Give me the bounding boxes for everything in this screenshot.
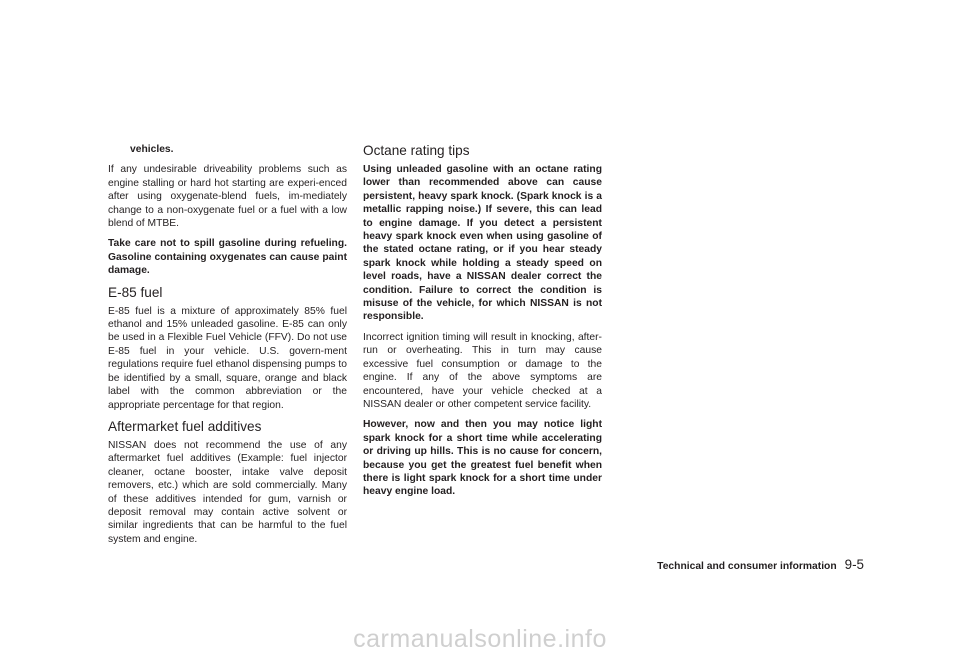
page-number: 9-5 (844, 557, 864, 572)
right-column (363, 143, 602, 506)
spark-knock-caution: Using unleaded gasoline with an octane rating lower than recommended above can cause persistent, heavy spark knock. (Spark knock is a metallic rapping noise.) If severe, this can lead to engine damage. If you detect a persistent heavy spark knock even when using gasoline of the stated octane rating, or if you hear steady spark knock while holding a steady speed on level roads, have a NISSAN dealer correct the condition. Failure to correct the condition is misuse of the vehicle, for which NISSAN is not responsible. (363, 164, 602, 323)
ignition-timing-paragraph: Incorrect ignition timing will result in knocking, after-run or overheating. This in turn may cause excessive fuel consumption or damage to the engine. If any of the above symptoms are encountered, have your vehicle checked at a NISSAN dealer or other competent service facility. (363, 331, 602, 410)
driveability-paragraph: If any undesirable driveability problems such as engine stalling or hard hot starting are experi-enced after using oxygenate-blend fuels, im-mediately change to a non-oxygenate fuel or a fuel with a low blend of MTBE. (108, 164, 347, 230)
page-footer (657, 558, 864, 574)
additives-heading: Aftermarket fuel additives (108, 418, 262, 434)
e85-heading: E-85 fuel (108, 284, 163, 300)
continued-fragment: vehicles. (130, 144, 174, 155)
octane-heading: Octane rating tips (363, 143, 470, 158)
e85-paragraph: E-85 fuel is a mixture of approximately 85% fuel ethanol and 15% unleaded gasoline. E-85 can only be used in a Flexible Fuel Vehicle (FFV). Do not use E-85 fuel in your vehicle. U.S. govern-ment regulations require fuel ethanol dispensing pumps to be identified by a small, square, orange and black label with the common abbreviation or the appropriate percentage for that region. (108, 305, 347, 411)
left-column (108, 143, 347, 553)
light-knock-note: However, now and then you may notice light spark knock for a short time while accelerating or driving up hills. This is no cause for concern, because you get the greatest fuel benefit when there is light spark knock for a short time under heavy engine load. (363, 419, 602, 498)
site-watermark: carmanualsonline.info (353, 625, 607, 653)
footer-section-title: Technical and consumer information (657, 561, 837, 572)
additives-paragraph: NISSAN does not recommend the use of any aftermarket fuel additives (Example: fuel injector cleaner, octane booster, intake valve deposit removers, etc.) which are sold commercially. Many of these additives intended for gum, varnish or deposit removal may contain active solvent or similar ingredients that can be harmful to the fuel system and engine. (108, 439, 347, 545)
paint-damage-warning: Take care not to spill gasoline during refueling. Gasoline containing oxygenates can cause paint damage. (108, 238, 347, 277)
